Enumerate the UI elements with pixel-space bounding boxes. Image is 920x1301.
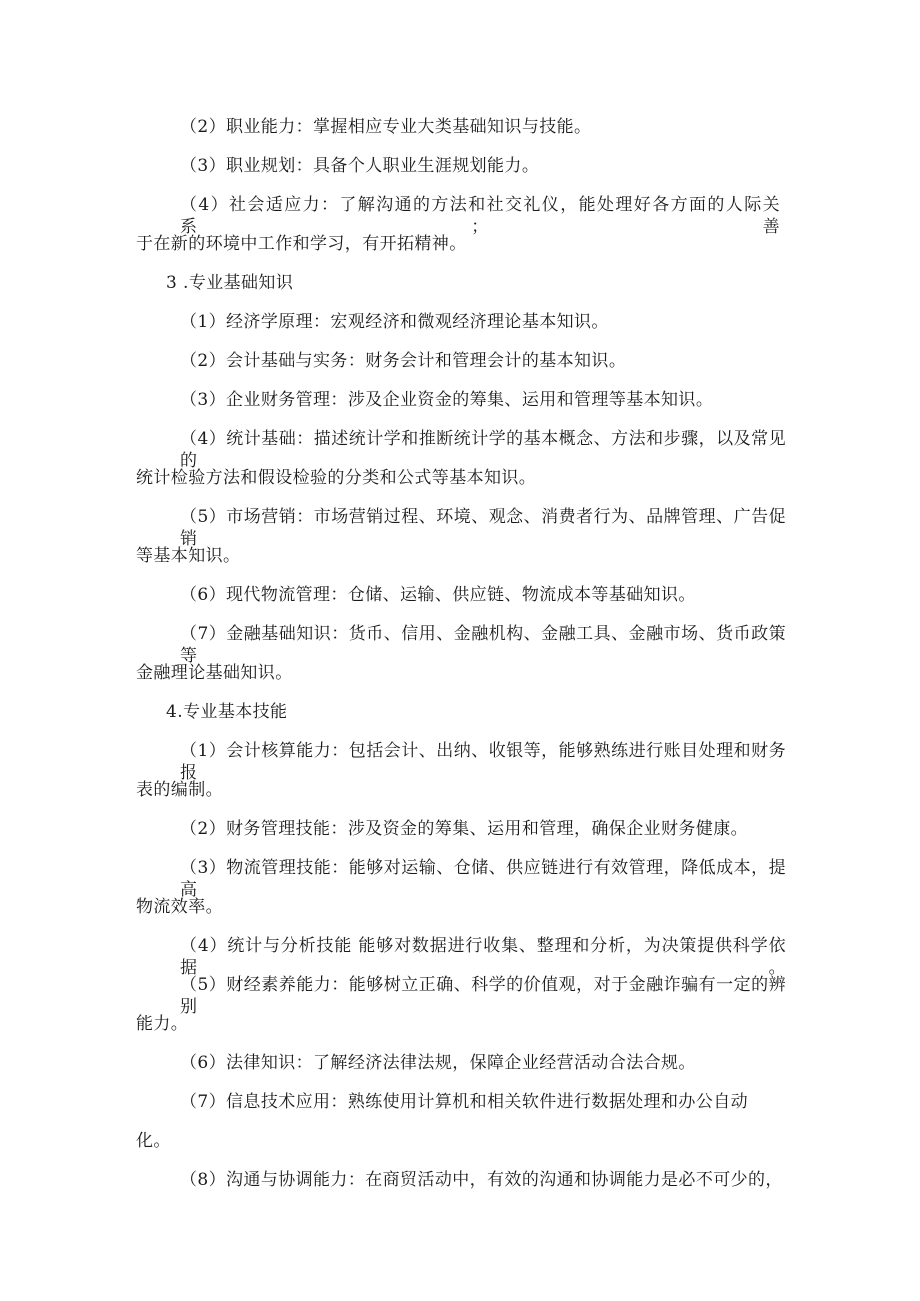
item-it-application-line1: （7）信息技术应用：熟练使用计算机和相关软件进行数据处理和办公自动 [180,1092,749,1112]
item-accounting-skill-line1: （1）会计核算能力：包括会计、出纳、收银等，能够熟练进行账目处理和财务报 [180,741,786,783]
section-heading-basic-skills: 4.专业基本技能 [166,702,288,722]
item-marketing-line1: （5）市场营销：市场营销过程、环境、观念、消费者行为、品牌管理、广告促销 [180,507,786,549]
item-statistics-line2: 统计检验方法和假设检验的分类和公式等基本知识。 [136,468,537,488]
section-heading-basic-knowledge: 3 .专业基础知识 [166,273,294,293]
item-statistics-line1: （4）统计基础：描述统计学和推断统计学的基本概念、方法和步骤，以及常见的 [180,429,786,471]
item-accounting: （2）会计基础与实务：财务会计和管理会计的基本知识。 [180,351,627,371]
item-logistics-skill-line1: （3）物流管理技能：能够对运输、仓储、供应链进行有效管理，降低成本，提高 [180,858,786,900]
item-logistics-skill-line2: 物流效率。 [136,897,223,917]
item-economics: （1）经济学原理：宏观经济和微观经济理论基本知识。 [180,312,609,332]
item-financial-literacy-line2: 能力。 [136,1014,189,1034]
item-communication: （8）沟通与协调能力：在商贸活动中，有效的沟通和协调能力是必不可少的， [180,1170,783,1190]
item-accounting-skill-line2: 表的编制。 [136,780,223,800]
item-logistics: （6）现代物流管理：仓储、运输、供应链、物流成本等基础知识。 [180,585,696,605]
item-financial-literacy-line1: （5）财经素养能力：能够树立正确、科学的价值观，对于金融诈骗有一定的辨别 [180,975,786,1017]
item-marketing-line2: 等基本知识。 [136,546,241,566]
item-finance-line1: （7）金融基础知识：货币、信用、金融机构、金融工具、金融市场、货币政策等 [180,624,786,666]
item-social-adaptability-line2: 于在新的环境中工作和学习，有开拓精神。 [136,234,467,254]
item-career-planning: （3）职业规划：具备个人职业生涯规划能力。 [180,156,540,176]
item-vocational-ability: （2）职业能力：掌握相应专业大类基础知识与技能。 [180,117,592,137]
item-finance-line2: 金融理论基础知识。 [136,663,293,683]
item-statistics-skill: （4）统计与分析技能 能够对数据进行收集、整理和分析，为决策提供科学依据。 [180,936,786,978]
item-it-application-line2: 化。 [136,1131,171,1151]
item-legal-knowledge: （6）法律知识：了解经济法律法规，保障企业经营活动合法合规。 [180,1053,696,1073]
item-finance-skill: （2）财务管理技能：涉及资金的筹集、运用和管理，确保企业财务健康。 [180,819,749,839]
item-financial-management: （3）企业财务管理：涉及企业资金的筹集、运用和管理等基本知识。 [180,390,714,410]
item-social-adaptability-line1: （4）社会适应力：了解沟通的方法和社交礼仪，能处理好各方面的人际关系；善 [180,195,780,237]
